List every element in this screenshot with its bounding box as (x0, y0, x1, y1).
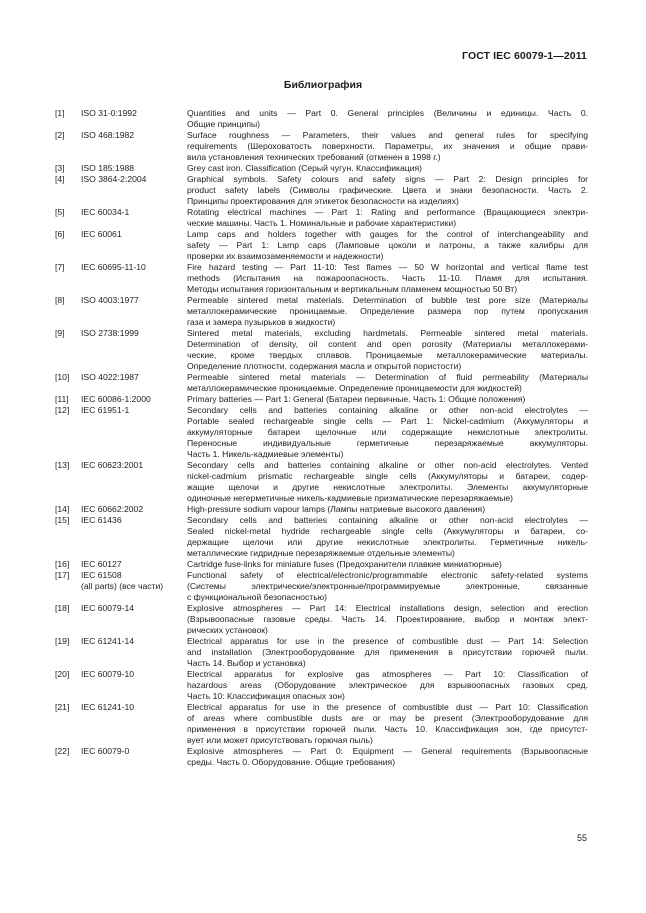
description-line: Primary batteries — Part 1: General (Батареи первичные. Часть 1: Общие положения) (187, 394, 526, 404)
bibliography-entry (55, 295, 588, 328)
standard-code-line: IEC 61436 (81, 515, 122, 525)
description-line: металлические гидридные перезаряжаемые отдельные элементы) (187, 548, 455, 558)
bibliography-entry (55, 603, 588, 636)
entry-description (187, 746, 588, 768)
standard-code-line: IEC 60127 (81, 559, 122, 569)
entry-number: [19] (55, 636, 70, 646)
description-line: Electrical apparatus for explosive gas atmospheres — Part 10: Classification of (187, 669, 588, 679)
description-line: Electrical apparatus for use in the presence of combustible dust — Part 14: Selection (187, 636, 588, 646)
entry-standard (81, 295, 187, 328)
entry-standard (81, 603, 187, 636)
entry-standard (81, 262, 187, 295)
standard-code-line: ISO 3864-2:2004 (81, 174, 147, 184)
bibliography-entry (55, 702, 588, 746)
description-line: Graphical symbols. Safety colours and safety signs — Part 2: Design principles for (187, 174, 588, 184)
description-line: ческие машины. Часть 1. Номинальные и рабочие характеристики) (187, 218, 457, 228)
entry-standard (81, 372, 187, 394)
standard-code-line: IEC 60079-0 (81, 746, 130, 756)
description-line: Secondary cells and batteries containing alkaline or other non-acid electrolytes. Vented (187, 460, 588, 470)
entry-standard (81, 207, 187, 229)
standard-code-line: IEC 60061 (81, 229, 122, 239)
entry-standard (81, 163, 187, 174)
standard-code-line: IEC 60086-1:2000 (81, 394, 151, 404)
entry-number: [12] (55, 405, 70, 415)
entry-standard (81, 559, 187, 570)
description-line: Часть 10: Классификация опасных зон) (187, 691, 345, 701)
entry-standard (81, 515, 187, 559)
entry-standard (81, 460, 187, 504)
entry-number: [6] (55, 229, 65, 239)
standard-code-line: IEC 60695-11-10 (81, 262, 146, 272)
entry-description (187, 702, 588, 746)
description-line: жащие щелочи и другие некислотные электролиты. Элементы аккумуляторные (187, 482, 588, 492)
entry-description (187, 163, 588, 174)
bibliography-entry (55, 669, 588, 702)
entry-description (187, 559, 588, 570)
entry-number: [14] (55, 504, 70, 514)
description-line: (Системы электрические/электронные/программируемые электронные, связанные (187, 581, 588, 591)
standard-code-line: IEC 60034-1 (81, 207, 130, 217)
description-line: Surface roughness — Parameters, their values and general rules for specifying (187, 130, 588, 140)
bibliography-list (55, 108, 588, 768)
page-number: 55 (576, 833, 587, 843)
entry-standard (81, 570, 187, 603)
entry-standard (81, 328, 187, 372)
bibliography-entry (55, 559, 588, 570)
description-line: металлокерамические проницаемые. Определение размера пор путем пропускания (187, 306, 588, 316)
entry-number: [9] (55, 328, 65, 338)
description-line: рических установок) (187, 625, 268, 635)
entry-description (187, 174, 588, 207)
description-line: Sealed nickel-metal hydride rechargeable single cells (Аккумуляторы и батареи, со- (187, 526, 588, 536)
bibliography-entry (55, 262, 588, 295)
bibliography-entry (55, 174, 588, 207)
description-line: Часть 14. Выбор и установка) (187, 658, 306, 668)
description-line: Переносные индивидуальные герметичные перезаряжаемые аккумуляторы. (187, 438, 588, 448)
entry-number: [18] (55, 603, 70, 613)
entry-description (187, 636, 588, 669)
description-line: (Взрывоопасные газовые среды. Часть 14. Проектирование, выбор и монтаж элект- (187, 614, 588, 624)
description-line: ческие, кроме твердых сплавов. Проницаемые металлокерамические материалы. (187, 350, 588, 360)
description-line: High-pressure sodium vapour lamps (Лампы натриевые высокого давления) (187, 504, 486, 514)
description-line: Rotating electrical machines — Part 1: Rating and performance (Вращающиеся электри- (187, 207, 588, 217)
standard-code-line: IEC 61241-14 (81, 636, 135, 646)
description-line: Принципы проектирования для этикеток безопасности на изделиях) (187, 196, 459, 206)
entry-description (187, 108, 588, 130)
entry-description (187, 515, 588, 559)
description-line: Determination of density, oil content and open porosity (Материалы металлокерами- (187, 339, 588, 349)
description-line: Portable sealed rechargeable single cells — Part 1: Nickel-cadmium (Аккумуляторы и (187, 416, 588, 426)
entry-description (187, 328, 588, 372)
standard-code-line: ISO 468:1982 (81, 130, 135, 140)
entry-standard (81, 130, 187, 163)
entry-description (187, 504, 588, 515)
entry-number: [20] (55, 669, 70, 679)
entry-number: [2] (55, 130, 65, 140)
entry-description (187, 207, 588, 229)
entry-standard (81, 702, 187, 746)
bibliography-title: Библиография (283, 79, 363, 91)
description-line: Functional safety of electrical/electronic/programmable electronic safety-related systems (187, 570, 588, 580)
description-line: requirements (Шероховатость поверхности. Параметры, их значения и общие прави- (187, 141, 588, 151)
entry-standard (81, 636, 187, 669)
standard-code-line: ISO 31-0:1992 (81, 108, 137, 118)
entry-description (187, 229, 588, 262)
standard-code-line: ISO 4022:1987 (81, 372, 139, 382)
description-line: and installation (Электрооборудование для применения в присутствии горючей пыли. (187, 647, 588, 657)
entry-description (187, 460, 588, 504)
bibliography-entry (55, 405, 588, 460)
standard-code-line: ISO 2738:1999 (81, 328, 139, 338)
standard-code-line: IEC 60079-10 (81, 669, 135, 679)
entry-description (187, 262, 588, 295)
standard-code-line: IEC 61241-10 (81, 702, 135, 712)
description-line: Fire hazard testing — Part 11-10: Test flames — 50 W horizontal and vertical flame test (187, 262, 588, 272)
description-line: nickel-cadmium prismatic rechargeable single cells (Аккумуляторы и батареи, содер- (187, 471, 588, 481)
description-line: Explosive atmospheres — Part 14: Electrical installations design, selection and erection (187, 603, 588, 613)
description-line: вила установления технических требований (отменен в 1998 г.) (187, 152, 441, 162)
description-line: Grey cast iron. Classification (Серый чугун. Классификация) (187, 163, 423, 173)
description-line: применения в присутствии горючей пыли. Часть 10. Классификация зон, где присутст- (187, 724, 588, 734)
description-line: одиночные негерметичные никель-кадмиевые призматические перезаряжаемые) (187, 493, 514, 503)
bibliography-entry (55, 163, 588, 174)
description-line: Explosive atmospheres — Part 0: Equipment — General requirements (Взрывоопасные (187, 746, 588, 756)
bibliography-entry (55, 460, 588, 504)
description-line: Quantities and units — Part 0. General principles (Величины и единицы. Часть 0. (187, 108, 588, 118)
entry-description (187, 603, 588, 636)
bibliography-entry (55, 207, 588, 229)
standard-code-line: IEC 61951-1 (81, 405, 130, 415)
description-line: Permeable sintered metal materials. Determination of bubble test pore size (Материалы (187, 295, 588, 305)
description-line: проверки их взаимозаменяемости и надежности) (187, 251, 384, 261)
bibliography-entry (55, 328, 588, 372)
entry-description (187, 372, 588, 394)
entry-number: [1] (55, 108, 65, 118)
description-line: металлокерамические проницаемые. Определение проницаемости для жидкостей) (187, 383, 522, 393)
entry-number: [15] (55, 515, 70, 525)
document-code-header: ГОСТ IEC 60079-1—2011 (462, 50, 587, 62)
standard-code-line: ISO 4003:1977 (81, 295, 139, 305)
entry-standard (81, 229, 187, 262)
bibliography-entry (55, 130, 588, 163)
standard-code-line: IEC 60662:2002 (81, 504, 144, 514)
description-line: с функциональной безопасностью) (187, 592, 328, 602)
entry-number: [11] (55, 394, 69, 404)
description-line: methods (Испытания на пожароопасность. Часть 11-10. Пламя для испытания. (187, 273, 588, 283)
description-line: hazardous areas (Оборудование электрическое для взрывоопасных газовых сред. (187, 680, 588, 690)
bibliography-entry (55, 229, 588, 262)
bibliography-entry (55, 746, 588, 768)
standard-code-line: IEC 60623:2001 (81, 460, 144, 470)
description-line: держащие щелочи или другие некислотные электролиты. Герметичные никель- (187, 537, 588, 547)
entry-number: [16] (55, 559, 70, 569)
entry-number: [5] (55, 207, 65, 217)
entry-standard (81, 394, 187, 405)
description-line: product safety labels (Символы графические. Цвета и знаки безопасности. Часть 2. (187, 185, 588, 195)
entry-number: [7] (55, 262, 65, 272)
description-line: Часть 1. Никель-кадмиевые элементы) (187, 449, 344, 459)
entry-description (187, 405, 588, 460)
description-line: of areas where combustible dusts are or may be present (Электрооборудование для (187, 713, 588, 723)
entry-standard (81, 504, 187, 515)
description-line: Permeable sintered metal materials — Determination of fluid permeability (Материалы (187, 372, 588, 382)
bibliography-entry (55, 515, 588, 559)
standard-code-line: IEC 61508 (81, 570, 122, 580)
description-line: газа и замера пузырьков в жидкости) (187, 317, 336, 327)
description-line: вует или может присутствовать горючая пыль) (187, 735, 373, 745)
entry-standard (81, 669, 187, 702)
standard-code-line: (all parts) (все части) (81, 581, 164, 591)
bibliography-entry (55, 394, 588, 405)
standard-code-line: ISO 185:1988 (81, 163, 135, 173)
entry-number: [17] (55, 570, 70, 580)
bibliography-entry (55, 108, 588, 130)
description-line: Общие принципы) (187, 119, 261, 129)
bibliography-entry (55, 372, 588, 394)
description-line: safety — Part 1: Lamp caps (Ламповые цоколи и патроны, а также калибры для (187, 240, 588, 250)
description-line: Методы испытания горизонтальным и вертикальным пламенем мощностью 50 Вт) (187, 284, 518, 294)
entry-number: [10] (55, 372, 70, 382)
entry-standard (81, 174, 187, 207)
entry-description (187, 394, 588, 405)
entry-number: [13] (55, 460, 70, 470)
entry-description (187, 669, 588, 702)
entry-standard (81, 108, 187, 130)
entry-number: [8] (55, 295, 65, 305)
entry-description (187, 570, 588, 603)
description-line: Secondary cells and batteries containing alkaline or other non-acid electrolytes — (187, 515, 588, 525)
description-line: аккумуляторные батареи щелочные или содержащие некислотные электролиты. (187, 427, 588, 437)
description-line: Secondary cells and batteries containing alkaline or other non-acid electrolytes — (187, 405, 588, 415)
entry-standard (81, 746, 187, 768)
bibliography-entry (55, 570, 588, 603)
bibliography-entry (55, 504, 588, 515)
description-line: Sintered metal materials, excluding hardmetals. Permeable sintered metal materials. (187, 328, 588, 338)
bibliography-entry (55, 636, 588, 669)
description-line: среды. Часть 0. Оборудование. Общие требования) (187, 757, 396, 767)
description-line: Cartridge fuse-links for miniature fuses (Предохранители плавкие миниатюрные) (187, 559, 502, 569)
standard-code-line: IEC 60079-14 (81, 603, 135, 613)
description-line: Lamp caps and holders together with gauges for the control of interchangeability and (187, 229, 588, 239)
entry-number: [21] (55, 702, 70, 712)
entry-number: [22] (55, 746, 70, 756)
entry-number: [3] (55, 163, 65, 173)
description-line: Electrical apparatus for use in the presence of combustible dust — Part 10: Classification (187, 702, 588, 712)
entry-number: [4] (55, 174, 65, 184)
entry-description (187, 295, 588, 328)
entry-standard (81, 405, 187, 460)
description-line: Определение плотности, содержания масла и открытой пористости) (187, 361, 462, 371)
entry-description (187, 130, 588, 163)
